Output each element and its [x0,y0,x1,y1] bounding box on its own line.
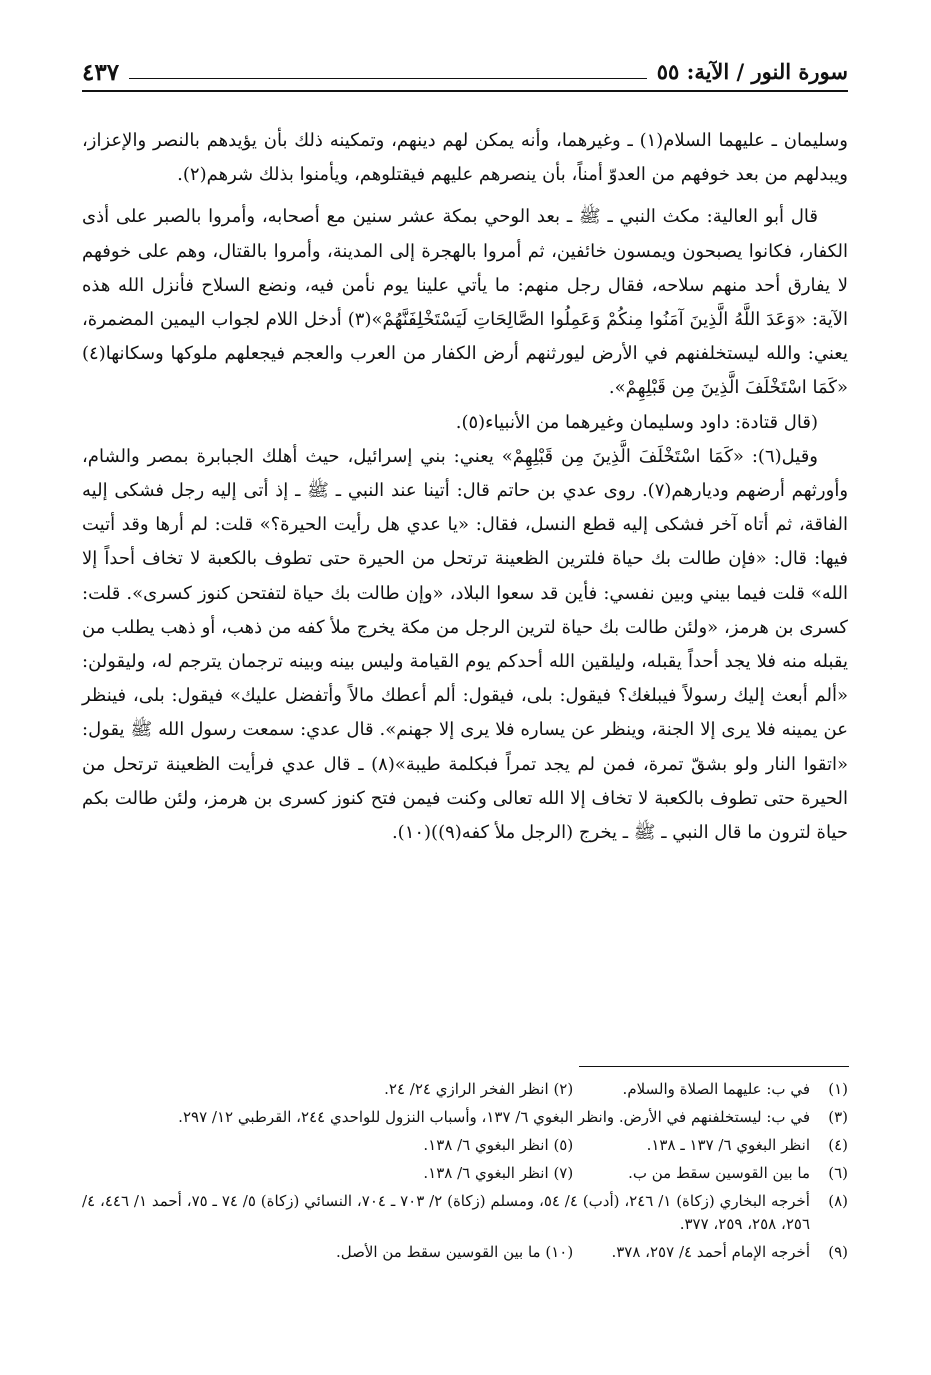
footnote-text-part: في ب: عليهما الصلاة والسلام. [622,1080,810,1098]
footnote-row [82,1190,848,1236]
footnote-text-part: ما بين القوسين سقط من ب. [628,1164,810,1182]
footnote-text-part: انظر البغوي ٦/ ١٣٨. [423,1136,549,1154]
footnote-number: (٢) [553,1080,574,1098]
footnote-text-part: انظر الفخر الرازي ٢٤/ ٢٤. [384,1080,549,1098]
paragraph: وقيل(٦): «كَمَا اسْتَخْلَفَ الَّذِينَ مِن قَبْلِهِمْ» يعني: بني إسرائيل، حيث أهلك الجبابرة بمصر والشام، وأورثهم أرضهم وديارهم(٧). روى عدي بن حاتم قال: أتينا عند النبي ـ ﷺ ـ إذ أتى إليه رجل فشكى إليه الفاقة، ثم أتاه آخر فشكى إليه قطع النسل، فقال: «يا عدي هل رأيت الحيرة؟» قلت: لم أرها وقد أتيت فيها: قال: «فإن طالت بك حياة فلترين الظعينة ترتحل من الحيرة حتى تطوف بالكعبة لا تخاف أحداً إلا الله» قلت فيما بيني وبين نفسي: فأين قد سعوا البلاد، «وإن طالت بك حياة لتفتحن كنوز كسرى». قلت: كسرى بن هرمز، «ولئن طالت بك حياة لترين الرجل من مكة يخرج ملأ كفه من ذهب، أو ذهب يطلب من يقبله منه فلا يجد أحداً يقبله، وليلقين الله أحدكم يوم القيامة وليس بينه وبينه ترجمان يترجم له، وليقولن: «ألم أبعث إليك رسولاً فيبلغك؟ فيقول: بلى، فيقول: ألم أعطك مالاً وأتفضل عليك» فيقول: بلى، فينظر عن يمينه فلا يرى إلا الجنة، وينظر عن يساره فلا يرى إلا جهنم». قال عدي: سمعت رسول الله ﷺ يقول: «اتقوا النار ولو بشقّ تمرة، فمن لم يجد تمراً فبكلمة طيبة»(٨) ـ قال عدي فرأيت الظعينة ترتحل من الحيرة حتى تطوف بالكعبة لا تخاف إلا الله تعالى وكنت فيمن فتح كنوز كسرى بن هرمز، ولئن طالت بكم حياة لترون ما قال النبي ـ ﷺ ـ يخرج (الرجل ملأ كفه(٩))(١٠). [82,445,849,844]
footnote-number: (٩) [828,1243,848,1261]
footnote-number: (٣) [828,1108,848,1126]
running-header [82,52,848,92]
paragraph: (قال قتادة: داود وسليمان وغيرهما من الأنبياء(٥). [455,411,818,433]
footnote-text-part: انظر البغوي ٦/ ١٣٧ ـ ١٣٨. [646,1136,810,1154]
footnote-row [82,1134,848,1157]
paragraph: قال أبو العالية: مكث النبي ـ ﷺ ـ بعد الوحي بمكة عشر سنين مع أصحابه، وأمروا بالصبر على أذى الكفار، فكانوا يصبحون ويمسون خائفين، ثم أمروا بالهجرة إلى المدينة، وأمروا بالقتال، وهم على خوفهم لا يفارق أحد منهم سلاحه، فقال رجل منهم: ما يأتي علينا يوم نأمن فيه، ونضع السلاح فأنزل الله هذه الآية: «وَعَدَ اللَّهُ الَّذِينَ آمَنُوا مِنكُمْ وَعَمِلُوا الصَّالِحَاتِ لَيَسْتَخْلِفَنَّهُمْ»(٣) أدخل اللام لجواب اليمين المضمرة، يعني: والله ليستخلفنهم في الأرض ليورثنهم أرض الكفار من العرب والعجم فيجعلهم ملوكها وسكانها(٤) «كَمَا اسْتَخْلَفَ الَّذِينَ مِن قَبْلِهِمْ». [82,206,848,399]
footnote-row [82,1162,848,1185]
footnote-number: (٨) [828,1192,848,1210]
footnote-row [82,1241,848,1264]
footnote-text-part: انظر البغوي ٦/ ١٣٨. [423,1164,549,1182]
footnote-separator [579,1066,849,1067]
footnote-row [82,1078,848,1101]
footnote-number: (٤) [828,1136,848,1154]
footnote-number: (١) [828,1080,848,1098]
footnote-text [82,1078,810,1101]
page-number: ٤٣٧ [82,59,120,86]
footnote-text [82,1134,810,1157]
footnotes [82,1078,848,1269]
main-text [82,124,848,850]
footnote-number: (٧) [553,1164,574,1182]
footnote-text [82,1241,810,1264]
footnote-text-part: ما بين القوسين سقط من الأصل. [336,1243,541,1261]
footnote-number: (٦) [828,1164,848,1182]
footnote-number: (١٠) [545,1243,574,1261]
footnote-text: أخرجه البخاري (زكاة) ١/ ٢٤٦، (أدب) ٤/ ٥٤، ومسلم (زكاة) ٢/ ٧٠٣ ـ ٧٠٤، النسائي (زكاة) ٥/ ٧٤ ـ ٧٥، أحمد ١/ ٤٤٦، ٤/ ٢٥٦، ٢٥٨، ٢٥٩، ٣٧٧. [82,1192,810,1233]
header-title: سورة النور / الآية: ٥٥ [656,59,848,84]
footnote-text: في ب: ليستخلفنهم في الأرض. وانظر البغوي ٦/ ١٣٧، وأسباب النزول للواحدي ٢٤٤، القرطبي ١٢/ ٢٩٧. [178,1108,810,1126]
header-rule [129,78,647,79]
paragraph: وسليمان ـ عليهما السلام(١) ـ وغيرهما، وأنه يمكن لهم دينهم، وتمكينه ذلك بأن يؤيدهم بالنصر والإعزاز، ويبدلهم من بعد خوفهم من العدوّ أمناً، بأن ينصرهم عليهم فيقتلوهم، ويأمنوا بذلك شرهم(٢). [82,130,848,186]
footnote-text [82,1162,810,1185]
footnote-text-part: أخرجه الإمام أحمد ٤/ ٢٥٧، ٣٧٨. [611,1243,810,1261]
footnote-row [82,1106,848,1129]
footnote-number: (٥) [553,1136,574,1154]
